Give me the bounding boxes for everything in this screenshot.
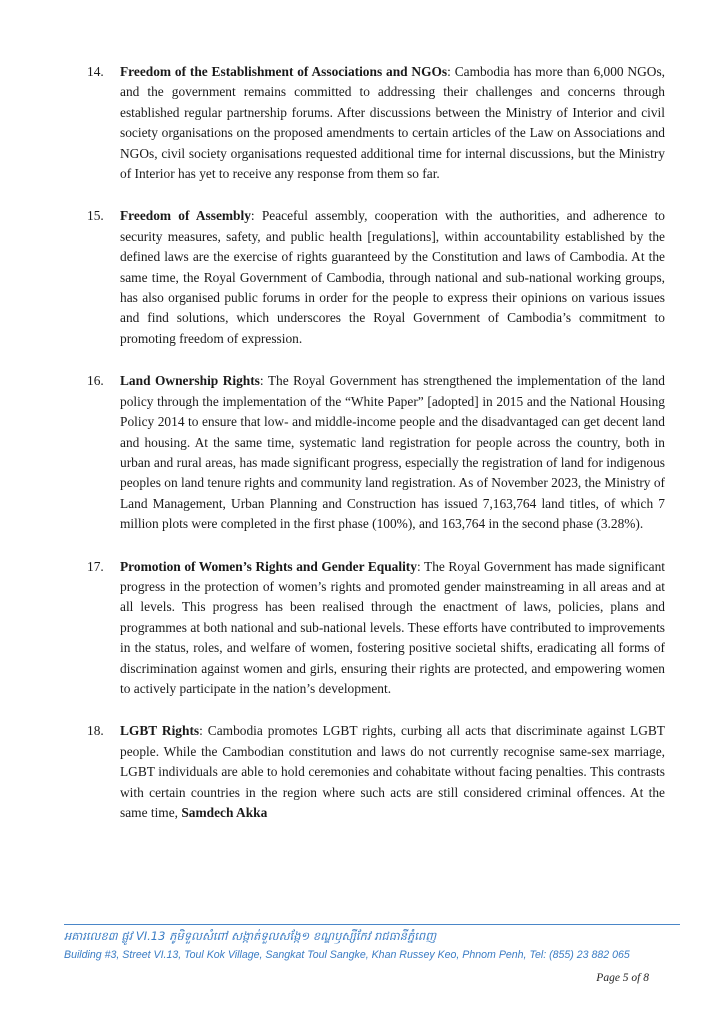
footer-address: Building #3, Street VI.13, Toul Kok Village, Sangkat Toul Sangke, Khan Russey Keo, Phnom Penh, Tel: (855) 23 882 065 — [64, 949, 630, 961]
item-text — [120, 557, 665, 700]
item-heading: Promotion of Women’s Rights and Gender Equality — [120, 558, 417, 574]
item-heading: Freedom of Assembly — [120, 208, 251, 224]
numbered-list — [87, 62, 665, 845]
list-item-18 — [87, 721, 665, 823]
list-item-15 — [87, 206, 665, 349]
item-number: 16. — [87, 373, 104, 389]
item-text — [120, 62, 665, 184]
footer-khmer-address: អគារលេខ៣ ផ្លូវ VI.13 ភូមិទួលសំពៅ សង្កាត់ទួលសង្កែ១ ខណ្ឌឫស្សីកែវ រាជធានីភ្នំពេញ — [64, 929, 437, 943]
item-text — [120, 206, 665, 349]
item-body: : The Royal Government has strengthened the implementation of the land policy through the implementation of the “White Paper” [adopted] in 2015 and the National Housing Policy 2014 to ensure that low- and middle-income people and the disadvantaged can get decent land and housing. At the same time, systematic land registration for people across the country, both in urban and rural areas, has made significant progress, especially the registration of land for indigenous peoples on land tenure rights and community land registration. As of November 2023, the Ministry of Land Management, Urban Planning and Construction has issued 7,163,764 land titles, of which 7 million plots were completed in the first phase (100%), and 163,764 in the second phase (3.28%). — [120, 373, 665, 532]
item-text — [120, 371, 665, 534]
list-item-16 — [87, 371, 665, 534]
item-number: 17. — [87, 558, 104, 574]
list-item-14 — [87, 62, 665, 184]
item-body: : The Royal Government has made significant progress in the protection of women’s rights and promoted gender mainstreaming in all areas and at all levels. This progress has been realised through the enactment of laws, policies, plans and programmes at both national and sub-national levels. These efforts have contributed to improvements in the status, roles, and welfare of women, fostering positive societal shifts, eradicating all forms of discrimination against women and girls, ensuring their rights are protected, and empowering women to actively participate in the nation’s development. — [120, 558, 665, 696]
item-body: : Peaceful assembly, cooperation with the authorities, and adherence to security measures, safety, and public health [regulations], within accountability established by the defined laws are the exercise of rights guaranteed by the Constitution and laws of Cambodia. At the same time, the Royal Government of Cambodia, through national and sub-national working groups, has also organised public forums in order for the people to express their opinions on various issues and find solutions, which underscores the Royal Government of Cambodia’s commitment to promoting freedom of expression. — [120, 208, 666, 346]
item-body: : Cambodia promotes LGBT rights, curbing all acts that discriminate against LGBT people. While the Cambodian constitution and laws do not currently recognise same-sex marriage, LGBT individuals are able to hold ceremonies and cohabitate without facing penalties. This contrasts with certain countries in the region where such acts are still considered criminal offences. At the same time, — [120, 723, 665, 820]
item-number: 18. — [87, 723, 104, 739]
item-heading: Freedom of the Establishment of Associations and NGOs — [120, 64, 448, 79]
footer-divider — [64, 924, 680, 925]
item-number: 15. — [87, 208, 104, 224]
list-item-17 — [87, 557, 665, 700]
item-heading: Land Ownership Rights — [120, 373, 260, 389]
item-heading: LGBT Rights — [120, 723, 200, 739]
page-number: Page 5 of 8 — [596, 972, 649, 984]
item-text — [120, 721, 665, 823]
item-body: : Cambodia has more than 6,000 NGOs, and the government remains committed to addressing their challenges and concerns through established regular partnership forums. After discussions between the Ministry of Interior and civil society organisations on the proposed amendments to certain articles of the Law on Associations and NGOs, civil society organisations requested additional time for internal discussions, but the Ministry of Interior has yet to receive any response from them so far. — [120, 64, 666, 182]
item-tail: Samdech Akka — [181, 805, 268, 820]
item-number: 14. — [87, 64, 104, 79]
